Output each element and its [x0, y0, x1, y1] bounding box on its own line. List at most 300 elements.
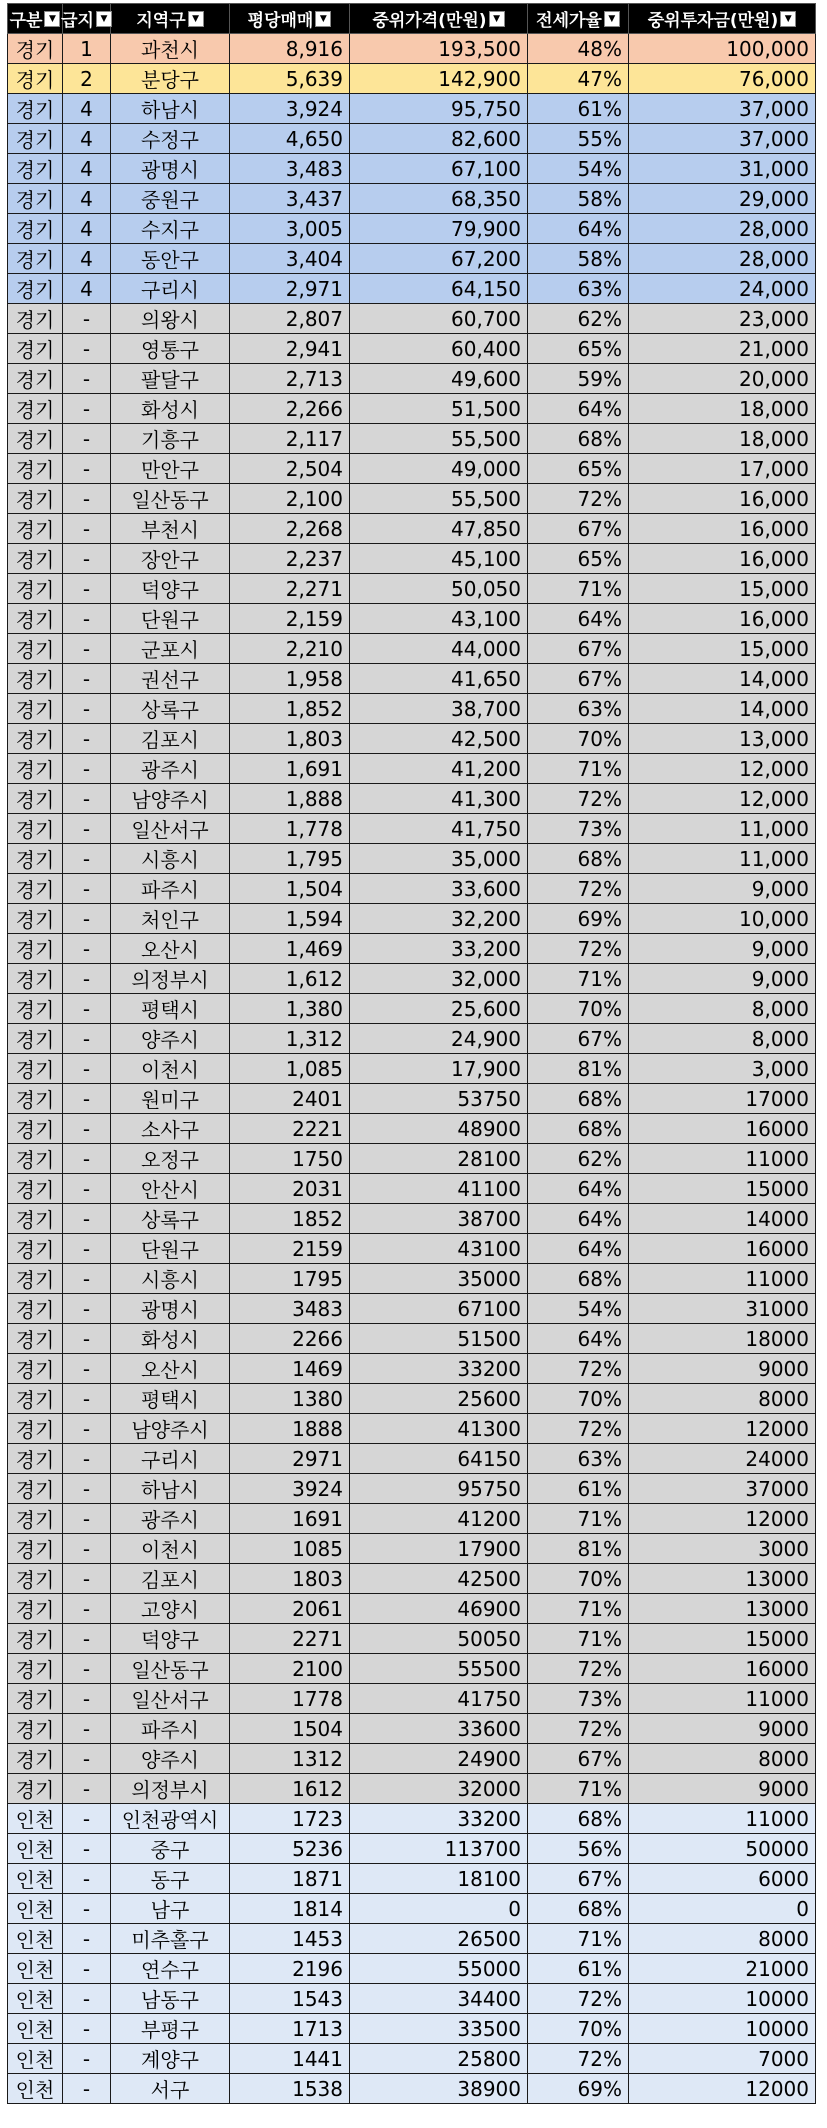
cell-jeonse-ratio[interactable]: 64% — [528, 1234, 629, 1264]
cell-median-price[interactable]: 67,100 — [350, 154, 528, 184]
cell-district[interactable]: 양주시 — [111, 1744, 230, 1774]
cell-region[interactable]: 경기 — [8, 754, 63, 784]
cell-district[interactable]: 동구 — [111, 1864, 230, 1894]
cell-price-per-pyeong[interactable]: 3924 — [230, 1474, 350, 1504]
cell-jeonse-ratio[interactable]: 81% — [528, 1534, 629, 1564]
cell-grade[interactable]: - — [63, 1144, 111, 1174]
cell-price-per-pyeong[interactable]: 2971 — [230, 1444, 350, 1474]
cell-price-per-pyeong[interactable]: 2031 — [230, 1174, 350, 1204]
filter-dropdown-icon[interactable]: ▼ — [780, 11, 796, 27]
cell-price-per-pyeong[interactable]: 1,469 — [230, 934, 350, 964]
cell-jeonse-ratio[interactable]: 72% — [528, 1354, 629, 1384]
cell-region[interactable]: 경기 — [8, 1294, 63, 1324]
cell-median-investment[interactable]: 14000 — [629, 1204, 816, 1234]
cell-grade[interactable]: - — [63, 1984, 111, 2014]
cell-median-price[interactable]: 33500 — [350, 2014, 528, 2044]
cell-median-investment[interactable]: 10,000 — [629, 904, 816, 934]
cell-median-price[interactable]: 47,850 — [350, 514, 528, 544]
cell-median-investment[interactable]: 13000 — [629, 1564, 816, 1594]
cell-district[interactable]: 남구 — [111, 1894, 230, 1924]
cell-jeonse-ratio[interactable]: 71% — [528, 1624, 629, 1654]
cell-grade[interactable]: - — [63, 784, 111, 814]
cell-median-price[interactable]: 60,700 — [350, 304, 528, 334]
filter-dropdown-icon[interactable]: ▼ — [44, 11, 60, 27]
cell-grade[interactable]: 2 — [63, 64, 111, 94]
cell-median-price[interactable]: 49,600 — [350, 364, 528, 394]
cell-region[interactable]: 경기 — [8, 424, 63, 454]
cell-price-per-pyeong[interactable]: 1543 — [230, 1984, 350, 2014]
cell-jeonse-ratio[interactable]: 72% — [528, 1654, 629, 1684]
cell-price-per-pyeong[interactable]: 2,266 — [230, 394, 350, 424]
cell-jeonse-ratio[interactable]: 68% — [528, 1114, 629, 1144]
cell-district[interactable]: 김포시 — [111, 1564, 230, 1594]
cell-district[interactable]: 하남시 — [111, 94, 230, 124]
cell-grade[interactable]: - — [63, 364, 111, 394]
cell-median-price[interactable]: 41200 — [350, 1504, 528, 1534]
cell-price-per-pyeong[interactable]: 1,312 — [230, 1024, 350, 1054]
cell-district[interactable]: 화성시 — [111, 1324, 230, 1354]
cell-median-investment[interactable]: 11000 — [629, 1684, 816, 1714]
cell-price-per-pyeong[interactable]: 1612 — [230, 1774, 350, 1804]
cell-median-price[interactable]: 53750 — [350, 1084, 528, 1114]
cell-grade[interactable]: - — [63, 1294, 111, 1324]
cell-jeonse-ratio[interactable]: 67% — [528, 634, 629, 664]
cell-grade[interactable]: - — [63, 754, 111, 784]
cell-grade[interactable]: 4 — [63, 274, 111, 304]
cell-price-per-pyeong[interactable]: 1453 — [230, 1924, 350, 1954]
cell-district[interactable]: 오정구 — [111, 1144, 230, 1174]
cell-median-price[interactable]: 32,000 — [350, 964, 528, 994]
cell-region[interactable]: 경기 — [8, 244, 63, 274]
cell-median-price[interactable]: 32,200 — [350, 904, 528, 934]
cell-median-price[interactable]: 82,600 — [350, 124, 528, 154]
cell-price-per-pyeong[interactable]: 2,971 — [230, 274, 350, 304]
cell-median-investment[interactable]: 10000 — [629, 1984, 816, 2014]
cell-grade[interactable]: - — [63, 1264, 111, 1294]
cell-jeonse-ratio[interactable]: 70% — [528, 1384, 629, 1414]
cell-region[interactable]: 경기 — [8, 574, 63, 604]
cell-median-investment[interactable]: 28,000 — [629, 244, 816, 274]
cell-median-investment[interactable]: 13,000 — [629, 724, 816, 754]
cell-district[interactable]: 광명시 — [111, 154, 230, 184]
cell-region[interactable]: 경기 — [8, 514, 63, 544]
cell-district[interactable]: 오산시 — [111, 1354, 230, 1384]
cell-region[interactable]: 경기 — [8, 724, 63, 754]
cell-price-per-pyeong[interactable]: 1538 — [230, 2074, 350, 2104]
cell-district[interactable]: 구리시 — [111, 1444, 230, 1474]
cell-district[interactable]: 일산동구 — [111, 1654, 230, 1684]
cell-grade[interactable]: 1 — [63, 34, 111, 64]
cell-jeonse-ratio[interactable]: 70% — [528, 1564, 629, 1594]
cell-median-investment[interactable]: 14,000 — [629, 664, 816, 694]
cell-jeonse-ratio[interactable]: 68% — [528, 1894, 629, 1924]
cell-district[interactable]: 동안구 — [111, 244, 230, 274]
cell-jeonse-ratio[interactable]: 64% — [528, 214, 629, 244]
cell-district[interactable]: 광주시 — [111, 754, 230, 784]
cell-region[interactable]: 경기 — [8, 814, 63, 844]
cell-region[interactable]: 경기 — [8, 274, 63, 304]
cell-price-per-pyeong[interactable]: 8,916 — [230, 34, 350, 64]
cell-grade[interactable]: - — [63, 334, 111, 364]
cell-region[interactable]: 경기 — [8, 454, 63, 484]
cell-price-per-pyeong[interactable]: 1,085 — [230, 1054, 350, 1084]
cell-jeonse-ratio[interactable]: 61% — [528, 94, 629, 124]
cell-price-per-pyeong[interactable]: 2100 — [230, 1654, 350, 1684]
cell-price-per-pyeong[interactable]: 1723 — [230, 1804, 350, 1834]
cell-jeonse-ratio[interactable]: 63% — [528, 694, 629, 724]
cell-district[interactable]: 서구 — [111, 2074, 230, 2104]
cell-grade[interactable]: - — [63, 1204, 111, 1234]
cell-jeonse-ratio[interactable]: 68% — [528, 424, 629, 454]
cell-jeonse-ratio[interactable]: 68% — [528, 844, 629, 874]
cell-median-price[interactable]: 55,500 — [350, 424, 528, 454]
cell-grade[interactable]: - — [63, 664, 111, 694]
cell-district[interactable]: 파주시 — [111, 1714, 230, 1744]
cell-median-price[interactable]: 142,900 — [350, 64, 528, 94]
cell-jeonse-ratio[interactable]: 72% — [528, 1984, 629, 2014]
cell-grade[interactable]: - — [63, 964, 111, 994]
cell-grade[interactable]: - — [63, 634, 111, 664]
cell-price-per-pyeong[interactable]: 1,888 — [230, 784, 350, 814]
cell-median-price[interactable]: 33600 — [350, 1714, 528, 1744]
cell-region[interactable]: 경기 — [8, 1474, 63, 1504]
cell-median-price[interactable]: 0 — [350, 1894, 528, 1924]
cell-region[interactable]: 경기 — [8, 1414, 63, 1444]
cell-median-investment[interactable]: 24,000 — [629, 274, 816, 304]
cell-district[interactable]: 시흥시 — [111, 844, 230, 874]
cell-district[interactable]: 소사구 — [111, 1114, 230, 1144]
cell-region[interactable]: 경기 — [8, 784, 63, 814]
cell-median-price[interactable]: 33,600 — [350, 874, 528, 904]
cell-median-investment[interactable]: 28,000 — [629, 214, 816, 244]
cell-price-per-pyeong[interactable]: 1504 — [230, 1714, 350, 1744]
cell-jeonse-ratio[interactable]: 71% — [528, 1504, 629, 1534]
cell-district[interactable]: 처인구 — [111, 904, 230, 934]
cell-grade[interactable]: - — [63, 1714, 111, 1744]
cell-median-investment[interactable]: 15000 — [629, 1624, 816, 1654]
cell-median-investment[interactable]: 29,000 — [629, 184, 816, 214]
cell-region[interactable]: 경기 — [8, 994, 63, 1024]
cell-grade[interactable]: - — [63, 1774, 111, 1804]
cell-jeonse-ratio[interactable]: 67% — [528, 1744, 629, 1774]
cell-median-price[interactable]: 25600 — [350, 1384, 528, 1414]
cell-median-price[interactable]: 55,500 — [350, 484, 528, 514]
cell-median-investment[interactable]: 12,000 — [629, 784, 816, 814]
cell-median-investment[interactable]: 9000 — [629, 1354, 816, 1384]
cell-median-investment[interactable]: 16000 — [629, 1234, 816, 1264]
cell-median-price[interactable]: 26500 — [350, 1924, 528, 1954]
cell-grade[interactable]: - — [63, 1054, 111, 1084]
cell-jeonse-ratio[interactable]: 64% — [528, 604, 629, 634]
cell-region[interactable]: 경기 — [8, 484, 63, 514]
cell-price-per-pyeong[interactable]: 2,941 — [230, 334, 350, 364]
cell-grade[interactable]: 4 — [63, 184, 111, 214]
cell-grade[interactable]: - — [63, 1384, 111, 1414]
cell-median-price[interactable]: 68,350 — [350, 184, 528, 214]
cell-grade[interactable]: 4 — [63, 214, 111, 244]
cell-grade[interactable]: - — [63, 1894, 111, 1924]
cell-jeonse-ratio[interactable]: 68% — [528, 1084, 629, 1114]
cell-region[interactable]: 인천 — [8, 1864, 63, 1894]
cell-median-investment[interactable]: 9000 — [629, 1714, 816, 1744]
cell-district[interactable]: 부평구 — [111, 2014, 230, 2044]
cell-jeonse-ratio[interactable]: 72% — [528, 2044, 629, 2074]
cell-jeonse-ratio[interactable]: 70% — [528, 994, 629, 1024]
cell-median-investment[interactable]: 8,000 — [629, 994, 816, 1024]
cell-price-per-pyeong[interactable]: 1085 — [230, 1534, 350, 1564]
cell-district[interactable]: 의정부시 — [111, 964, 230, 994]
cell-region[interactable]: 경기 — [8, 1384, 63, 1414]
cell-price-per-pyeong[interactable]: 1750 — [230, 1144, 350, 1174]
cell-region[interactable]: 경기 — [8, 1114, 63, 1144]
cell-region[interactable]: 경기 — [8, 124, 63, 154]
cell-median-investment[interactable]: 21,000 — [629, 334, 816, 364]
cell-jeonse-ratio[interactable]: 69% — [528, 2074, 629, 2104]
cell-median-investment[interactable]: 20,000 — [629, 364, 816, 394]
cell-median-price[interactable]: 43,100 — [350, 604, 528, 634]
cell-price-per-pyeong[interactable]: 2159 — [230, 1234, 350, 1264]
cell-district[interactable]: 김포시 — [111, 724, 230, 754]
cell-grade[interactable]: - — [63, 1804, 111, 1834]
cell-grade[interactable]: - — [63, 2014, 111, 2044]
cell-median-investment[interactable]: 8,000 — [629, 1024, 816, 1054]
cell-price-per-pyeong[interactable]: 2,237 — [230, 544, 350, 574]
cell-jeonse-ratio[interactable]: 68% — [528, 1264, 629, 1294]
cell-grade[interactable]: - — [63, 1114, 111, 1144]
cell-median-investment[interactable]: 13000 — [629, 1594, 816, 1624]
cell-jeonse-ratio[interactable]: 72% — [528, 1414, 629, 1444]
cell-region[interactable]: 경기 — [8, 1684, 63, 1714]
cell-price-per-pyeong[interactable]: 2,117 — [230, 424, 350, 454]
cell-jeonse-ratio[interactable]: 72% — [528, 934, 629, 964]
cell-median-price[interactable]: 51,500 — [350, 394, 528, 424]
cell-region[interactable]: 경기 — [8, 544, 63, 574]
cell-region[interactable]: 경기 — [8, 1624, 63, 1654]
cell-median-price[interactable]: 50,050 — [350, 574, 528, 604]
cell-district[interactable]: 기흥구 — [111, 424, 230, 454]
cell-median-price[interactable]: 43100 — [350, 1234, 528, 1264]
filter-dropdown-icon[interactable]: ▼ — [315, 11, 331, 27]
cell-price-per-pyeong[interactable]: 5236 — [230, 1834, 350, 1864]
cell-median-price[interactable]: 46900 — [350, 1594, 528, 1624]
cell-median-price[interactable]: 25800 — [350, 2044, 528, 2074]
cell-grade[interactable]: - — [63, 934, 111, 964]
cell-median-investment[interactable]: 12000 — [629, 2074, 816, 2104]
cell-region[interactable]: 경기 — [8, 1594, 63, 1624]
cell-jeonse-ratio[interactable]: 72% — [528, 874, 629, 904]
cell-district[interactable]: 덕양구 — [111, 574, 230, 604]
cell-median-price[interactable]: 95,750 — [350, 94, 528, 124]
cell-price-per-pyeong[interactable]: 3,924 — [230, 94, 350, 124]
cell-median-price[interactable]: 79,900 — [350, 214, 528, 244]
cell-median-investment[interactable]: 31,000 — [629, 154, 816, 184]
cell-jeonse-ratio[interactable]: 81% — [528, 1054, 629, 1084]
cell-price-per-pyeong[interactable]: 1380 — [230, 1384, 350, 1414]
cell-median-investment[interactable]: 31000 — [629, 1294, 816, 1324]
cell-price-per-pyeong[interactable]: 1871 — [230, 1864, 350, 1894]
cell-median-investment[interactable]: 9000 — [629, 1774, 816, 1804]
cell-jeonse-ratio[interactable]: 73% — [528, 1684, 629, 1714]
cell-jeonse-ratio[interactable]: 54% — [528, 1294, 629, 1324]
cell-grade[interactable]: 4 — [63, 94, 111, 124]
cell-price-per-pyeong[interactable]: 2196 — [230, 1954, 350, 1984]
cell-price-per-pyeong[interactable]: 1,803 — [230, 724, 350, 754]
cell-median-investment[interactable]: 3000 — [629, 1534, 816, 1564]
cell-price-per-pyeong[interactable]: 2,210 — [230, 634, 350, 664]
cell-region[interactable]: 경기 — [8, 1534, 63, 1564]
cell-jeonse-ratio[interactable]: 59% — [528, 364, 629, 394]
cell-jeonse-ratio[interactable]: 61% — [528, 1474, 629, 1504]
cell-district[interactable]: 미추홀구 — [111, 1924, 230, 1954]
cell-median-investment[interactable]: 76,000 — [629, 64, 816, 94]
cell-median-price[interactable]: 45,100 — [350, 544, 528, 574]
cell-median-price[interactable]: 44,000 — [350, 634, 528, 664]
cell-median-investment[interactable]: 16000 — [629, 1114, 816, 1144]
cell-median-investment[interactable]: 100,000 — [629, 34, 816, 64]
cell-median-price[interactable]: 51500 — [350, 1324, 528, 1354]
cell-district[interactable]: 안산시 — [111, 1174, 230, 1204]
cell-median-price[interactable]: 24900 — [350, 1744, 528, 1774]
cell-district[interactable]: 장안구 — [111, 544, 230, 574]
cell-price-per-pyeong[interactable]: 1,778 — [230, 814, 350, 844]
cell-price-per-pyeong[interactable]: 2401 — [230, 1084, 350, 1114]
cell-grade[interactable]: - — [63, 394, 111, 424]
cell-grade[interactable]: - — [63, 1174, 111, 1204]
cell-district[interactable]: 원미구 — [111, 1084, 230, 1114]
cell-grade[interactable]: - — [63, 2074, 111, 2104]
cell-median-price[interactable]: 41,750 — [350, 814, 528, 844]
cell-grade[interactable]: - — [63, 874, 111, 904]
cell-median-price[interactable]: 17900 — [350, 1534, 528, 1564]
cell-median-investment[interactable]: 6000 — [629, 1864, 816, 1894]
cell-price-per-pyeong[interactable]: 2,504 — [230, 454, 350, 484]
cell-median-investment[interactable]: 15000 — [629, 1174, 816, 1204]
cell-region[interactable]: 인천 — [8, 1984, 63, 2014]
cell-district[interactable]: 의왕시 — [111, 304, 230, 334]
cell-median-investment[interactable]: 16,000 — [629, 514, 816, 544]
cell-region[interactable]: 경기 — [8, 604, 63, 634]
cell-grade[interactable]: - — [63, 1444, 111, 1474]
cell-region[interactable]: 경기 — [8, 1204, 63, 1234]
cell-grade[interactable]: - — [63, 1324, 111, 1354]
cell-region[interactable]: 경기 — [8, 1504, 63, 1534]
cell-median-price[interactable]: 35000 — [350, 1264, 528, 1294]
cell-median-investment[interactable]: 16,000 — [629, 604, 816, 634]
cell-jeonse-ratio[interactable]: 64% — [528, 394, 629, 424]
cell-price-per-pyeong[interactable]: 1,612 — [230, 964, 350, 994]
cell-district[interactable]: 팔달구 — [111, 364, 230, 394]
cell-jeonse-ratio[interactable]: 63% — [528, 1444, 629, 1474]
cell-price-per-pyeong[interactable]: 1852 — [230, 1204, 350, 1234]
cell-district[interactable]: 권선구 — [111, 664, 230, 694]
cell-median-investment[interactable]: 16,000 — [629, 544, 816, 574]
cell-median-price[interactable]: 42,500 — [350, 724, 528, 754]
cell-median-investment[interactable]: 11,000 — [629, 814, 816, 844]
cell-price-per-pyeong[interactable]: 2271 — [230, 1624, 350, 1654]
cell-grade[interactable]: - — [63, 1624, 111, 1654]
cell-median-investment[interactable]: 10000 — [629, 2014, 816, 2044]
cell-price-per-pyeong[interactable]: 3,005 — [230, 214, 350, 244]
cell-median-investment[interactable]: 7000 — [629, 2044, 816, 2074]
cell-jeonse-ratio[interactable]: 65% — [528, 454, 629, 484]
cell-grade[interactable]: - — [63, 1234, 111, 1264]
cell-region[interactable]: 경기 — [8, 634, 63, 664]
filter-dropdown-icon[interactable]: ▼ — [188, 11, 204, 27]
cell-grade[interactable]: - — [63, 484, 111, 514]
cell-grade[interactable]: - — [63, 724, 111, 754]
cell-median-investment[interactable]: 37000 — [629, 1474, 816, 1504]
cell-region[interactable]: 경기 — [8, 1324, 63, 1354]
cell-price-per-pyeong[interactable]: 5,639 — [230, 64, 350, 94]
cell-district[interactable]: 이천시 — [111, 1054, 230, 1084]
cell-region[interactable]: 경기 — [8, 64, 63, 94]
cell-median-investment[interactable]: 24000 — [629, 1444, 816, 1474]
cell-median-price[interactable]: 28100 — [350, 1144, 528, 1174]
cell-region[interactable]: 경기 — [8, 844, 63, 874]
cell-grade[interactable]: - — [63, 1834, 111, 1864]
cell-grade[interactable]: - — [63, 1654, 111, 1684]
cell-district[interactable]: 평택시 — [111, 994, 230, 1024]
cell-jeonse-ratio[interactable]: 56% — [528, 1834, 629, 1864]
cell-region[interactable]: 인천 — [8, 2014, 63, 2044]
cell-median-price[interactable]: 34400 — [350, 1984, 528, 2014]
cell-region[interactable]: 경기 — [8, 394, 63, 424]
cell-district[interactable]: 만안구 — [111, 454, 230, 484]
cell-district[interactable]: 의정부시 — [111, 1774, 230, 1804]
cell-median-investment[interactable]: 12,000 — [629, 754, 816, 784]
cell-grade[interactable]: 4 — [63, 154, 111, 184]
cell-grade[interactable]: - — [63, 1474, 111, 1504]
cell-price-per-pyeong[interactable]: 1691 — [230, 1504, 350, 1534]
cell-grade[interactable]: - — [63, 1024, 111, 1054]
cell-district[interactable]: 계양구 — [111, 2044, 230, 2074]
cell-region[interactable]: 경기 — [8, 34, 63, 64]
cell-jeonse-ratio[interactable]: 72% — [528, 784, 629, 814]
cell-district[interactable]: 중원구 — [111, 184, 230, 214]
cell-district[interactable]: 고양시 — [111, 1594, 230, 1624]
cell-price-per-pyeong[interactable]: 2061 — [230, 1594, 350, 1624]
cell-district[interactable]: 화성시 — [111, 394, 230, 424]
cell-jeonse-ratio[interactable]: 71% — [528, 964, 629, 994]
cell-region[interactable]: 경기 — [8, 1264, 63, 1294]
cell-median-price[interactable]: 60,400 — [350, 334, 528, 364]
cell-region[interactable]: 경기 — [8, 1714, 63, 1744]
cell-price-per-pyeong[interactable]: 2,713 — [230, 364, 350, 394]
cell-district[interactable]: 영통구 — [111, 334, 230, 364]
cell-median-price[interactable]: 38700 — [350, 1204, 528, 1234]
cell-jeonse-ratio[interactable]: 62% — [528, 1144, 629, 1174]
filter-dropdown-icon[interactable]: ▼ — [96, 11, 112, 27]
cell-price-per-pyeong[interactable]: 1441 — [230, 2044, 350, 2074]
cell-median-price[interactable]: 67,200 — [350, 244, 528, 274]
cell-price-per-pyeong[interactable]: 1,795 — [230, 844, 350, 874]
cell-district[interactable]: 이천시 — [111, 1534, 230, 1564]
cell-median-price[interactable]: 50050 — [350, 1624, 528, 1654]
cell-median-price[interactable]: 17,900 — [350, 1054, 528, 1084]
cell-price-per-pyeong[interactable]: 2,268 — [230, 514, 350, 544]
cell-grade[interactable]: - — [63, 2044, 111, 2074]
cell-district[interactable]: 일산동구 — [111, 484, 230, 514]
cell-median-investment[interactable]: 0 — [629, 1894, 816, 1924]
cell-median-price[interactable]: 113700 — [350, 1834, 528, 1864]
cell-region[interactable]: 경기 — [8, 1054, 63, 1084]
cell-median-investment[interactable]: 9,000 — [629, 964, 816, 994]
cell-grade[interactable]: - — [63, 304, 111, 334]
cell-median-price[interactable]: 33200 — [350, 1804, 528, 1834]
cell-region[interactable]: 경기 — [8, 1744, 63, 1774]
cell-district[interactable]: 오산시 — [111, 934, 230, 964]
cell-district[interactable]: 일산서구 — [111, 1684, 230, 1714]
